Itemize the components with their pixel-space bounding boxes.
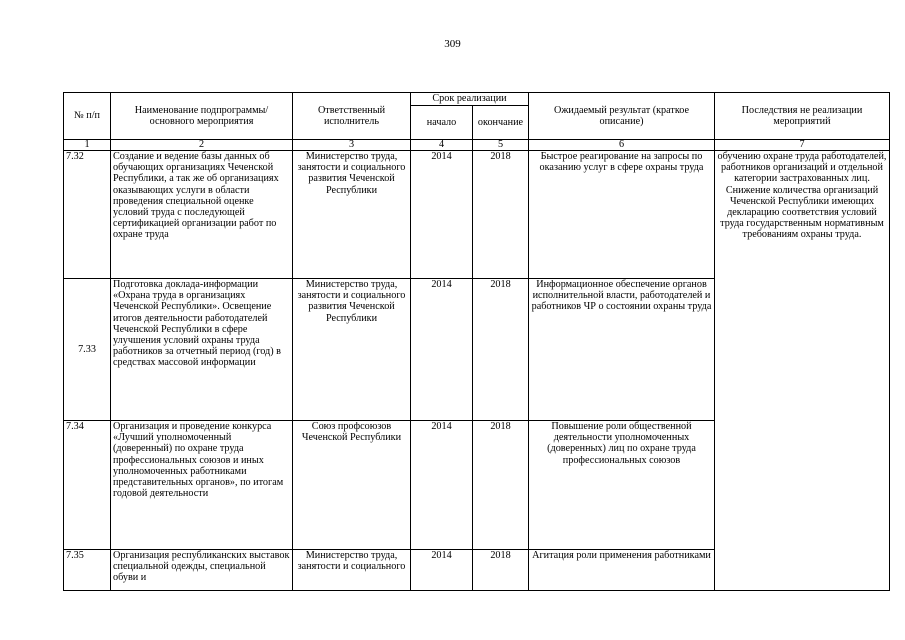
column-number: 7	[715, 140, 890, 151]
header-responsible: Ответственный исполнитель	[293, 93, 411, 140]
header-start: начало	[411, 106, 473, 140]
row-result: Быстрое реагирование на запросы по оказанию услуг в сфере охраны труда	[529, 151, 715, 279]
row-start: 2014	[411, 279, 473, 421]
header-result: Ожидаемый результат (краткое описание)	[529, 93, 715, 140]
column-number: 4	[411, 140, 473, 151]
row-num: 7.34	[64, 421, 111, 550]
row-result: Информационное обеспечение органов исполнительной власти, работодателей и работников ЧР о состоянии охраны труда	[529, 279, 715, 421]
row-responsible: Союз профсоюзов Чеченской Республики	[293, 421, 411, 550]
row-responsible: Министерство труда, занятости и социального	[293, 550, 411, 591]
consequences-cell: обучению охране труда работодателей, работников организаций и отдельной категории застрахованных лиц. Снижение количества организаций Чеченской Республики имеющих декларацию соответствия условий труда государственным нормативным требованиям охраны труда.	[715, 151, 890, 591]
header-end: окончание	[473, 106, 529, 140]
row-name: Создание и ведение базы данных об обучающих организациях Чеченской Республики, а так же об организациях оказывающих услуги в области проведения специальной оценке условий труда с последующей сертификацией организации работ по охране труда	[111, 151, 293, 279]
row-end: 2018	[473, 421, 529, 550]
column-number: 1	[64, 140, 111, 151]
header-num: № п/п	[64, 93, 111, 140]
column-number: 2	[111, 140, 293, 151]
row-name: Организация республиканских выставок специальной одежды, специальной обуви и	[111, 550, 293, 591]
row-responsible: Министерство труда, занятости и социального развития Чеченской Республики	[293, 151, 411, 279]
row-end: 2018	[473, 279, 529, 421]
row-end: 2018	[473, 151, 529, 279]
row-num: 7.35	[64, 550, 111, 591]
column-number-row	[64, 140, 890, 151]
column-number: 5	[473, 140, 529, 151]
header-consequences: Последствия не реализации мероприятий	[715, 93, 890, 140]
table-row	[64, 151, 890, 279]
row-result: Повышение роли общественной деятельности уполномоченных (доверенных) лиц по охране труда профессиональных союзов	[529, 421, 715, 550]
row-name: Организация и проведение конкурса «Лучший уполномоченный (доверенный) по охране труда профессиональных союзов и иных уполномоченных работниками представительных органов», по итогам годовой деятельности	[111, 421, 293, 550]
header-period: Срок реализации	[411, 93, 529, 106]
column-number: 6	[529, 140, 715, 151]
row-start: 2014	[411, 151, 473, 279]
row-num: 7.32	[64, 151, 111, 279]
row-responsible: Министерство труда, занятости и социального развития Чеченской Республики	[293, 279, 411, 421]
page-number: 309	[444, 38, 461, 50]
program-table	[63, 92, 890, 591]
row-num: 7.33	[64, 279, 111, 421]
row-start: 2014	[411, 550, 473, 591]
row-name: Подготовка доклада-информации «Охрана труда в организациях Чеченской Республики». Освещение итогов деятельности работодателей Чеченской Республики в сфере улучшения условий охраны труда работников за отчетный период (год) в средствах массовой информации	[111, 279, 293, 421]
row-result: Агитация роли применения работниками	[529, 550, 715, 591]
row-end: 2018	[473, 550, 529, 591]
column-number: 3	[293, 140, 411, 151]
header-name: Наименование подпрограммы/ основного мероприятия	[111, 93, 293, 140]
row-start: 2014	[411, 421, 473, 550]
